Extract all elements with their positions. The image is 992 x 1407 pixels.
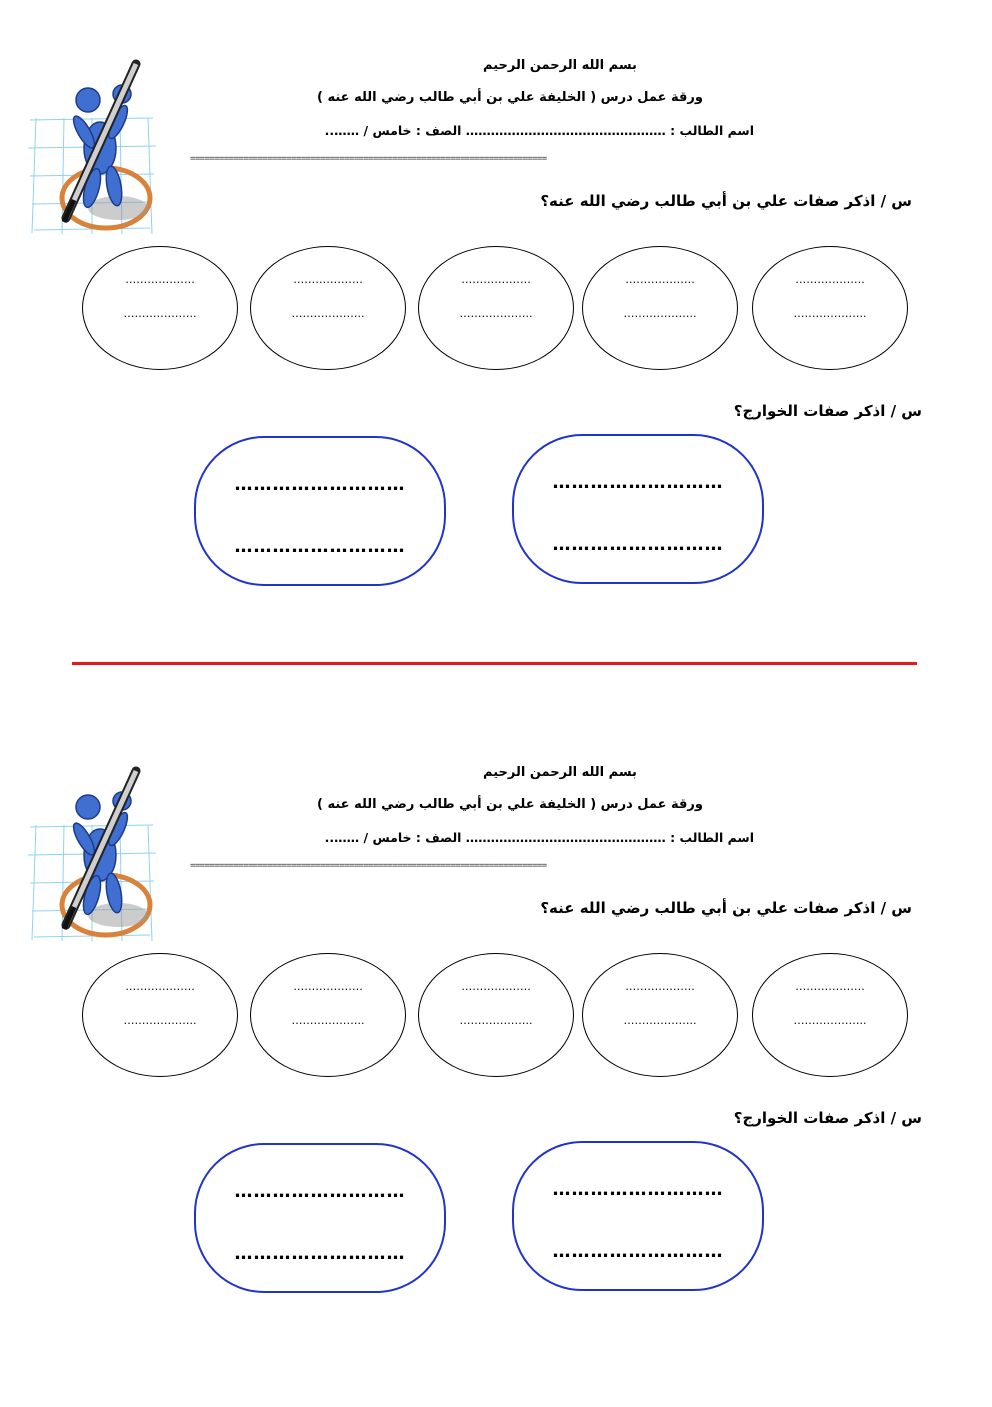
answer-oval-1[interactable] [82,953,238,1077]
pill-dots-1: ……………………… [234,474,406,495]
question-ali-traits: س / اذكر صفات علي بن أبي طالب رضي الله عنه؟ [540,899,912,917]
oval-dots-2: ……………….. [793,1014,867,1027]
pill-dots-2: ……………………… [234,1243,406,1264]
basmala: بسم الله الرحمن الرحيم [483,765,637,780]
answer-oval-5[interactable] [752,953,908,1077]
worksheet-1 [0,0,992,700]
basmala: بسم الله الرحمن الرحيم [483,58,637,73]
answer-oval-3[interactable] [418,953,574,1077]
oval-dots-1: ………………. [293,980,363,993]
oval-dots-2: ……………….. [623,1014,697,1027]
divider-line: ========================================================================== [190,861,547,871]
pill-dots-2: ……………………… [234,536,406,557]
oval-dots-2: ……………….. [793,307,867,320]
oval-dots-1: ………………. [625,273,695,286]
answer-oval-5[interactable] [752,246,908,370]
answer-oval-1[interactable] [82,246,238,370]
answer-oval-4[interactable] [582,246,738,370]
pen-figure-icon [28,765,158,945]
oval-dots-2: ……………….. [123,1014,197,1027]
oval-dots-2: ……………….. [459,1014,533,1027]
oval-dots-2: ……………….. [291,307,365,320]
pill-dots-2: ……………………… [552,534,724,555]
oval-dots-1: ………………. [293,273,363,286]
answer-oval-2[interactable] [250,246,406,370]
oval-dots-1: ………………. [125,980,195,993]
worksheet-2 [0,707,992,1407]
question-ali-traits: س / اذكر صفات علي بن أبي طالب رضي الله عنه؟ [540,192,912,210]
pill-dots-1: ……………………… [552,472,724,493]
pill-dots-1: ……………………… [552,1179,724,1200]
student-name-line[interactable]: اسم الطالب : ………………………………………… الصف : خامس / …….. [324,830,754,845]
pill-dots-1: ……………………… [234,1181,406,1202]
oval-dots-1: ………………. [461,980,531,993]
answer-oval-3[interactable] [418,246,574,370]
answer-pill-2[interactable] [512,434,764,584]
pill-dots-2: ……………………… [552,1241,724,1262]
answer-oval-4[interactable] [582,953,738,1077]
oval-dots-1: ………………. [625,980,695,993]
cut-separator [72,662,917,665]
oval-dots-1: ………………. [125,273,195,286]
question-khawarij-traits: س / اذكر صفات الخوارج؟ [733,402,922,420]
answer-pill-2[interactable] [512,1141,764,1291]
student-name-line[interactable]: اسم الطالب : ………………………………………… الصف : خامس / …….. [324,123,754,138]
divider-line: ========================================================================== [190,154,547,164]
answer-oval-2[interactable] [250,953,406,1077]
question-khawarij-traits: س / اذكر صفات الخوارج؟ [733,1109,922,1127]
answer-pill-1[interactable] [194,436,446,586]
oval-dots-2: ……………….. [459,307,533,320]
answer-pill-1[interactable] [194,1143,446,1293]
pen-figure-icon [28,58,158,238]
oval-dots-1: ………………. [461,273,531,286]
oval-dots-2: ……………….. [123,307,197,320]
oval-dots-1: ………………. [795,980,865,993]
oval-dots-2: ……………….. [291,1014,365,1027]
lesson-title: ورقة عمل درس ( الخليفة علي بن أبي طالب رضي الله عنه ) [317,90,703,105]
oval-dots-2: ……………….. [623,307,697,320]
oval-dots-1: ………………. [795,273,865,286]
lesson-title: ورقة عمل درس ( الخليفة علي بن أبي طالب رضي الله عنه ) [317,797,703,812]
